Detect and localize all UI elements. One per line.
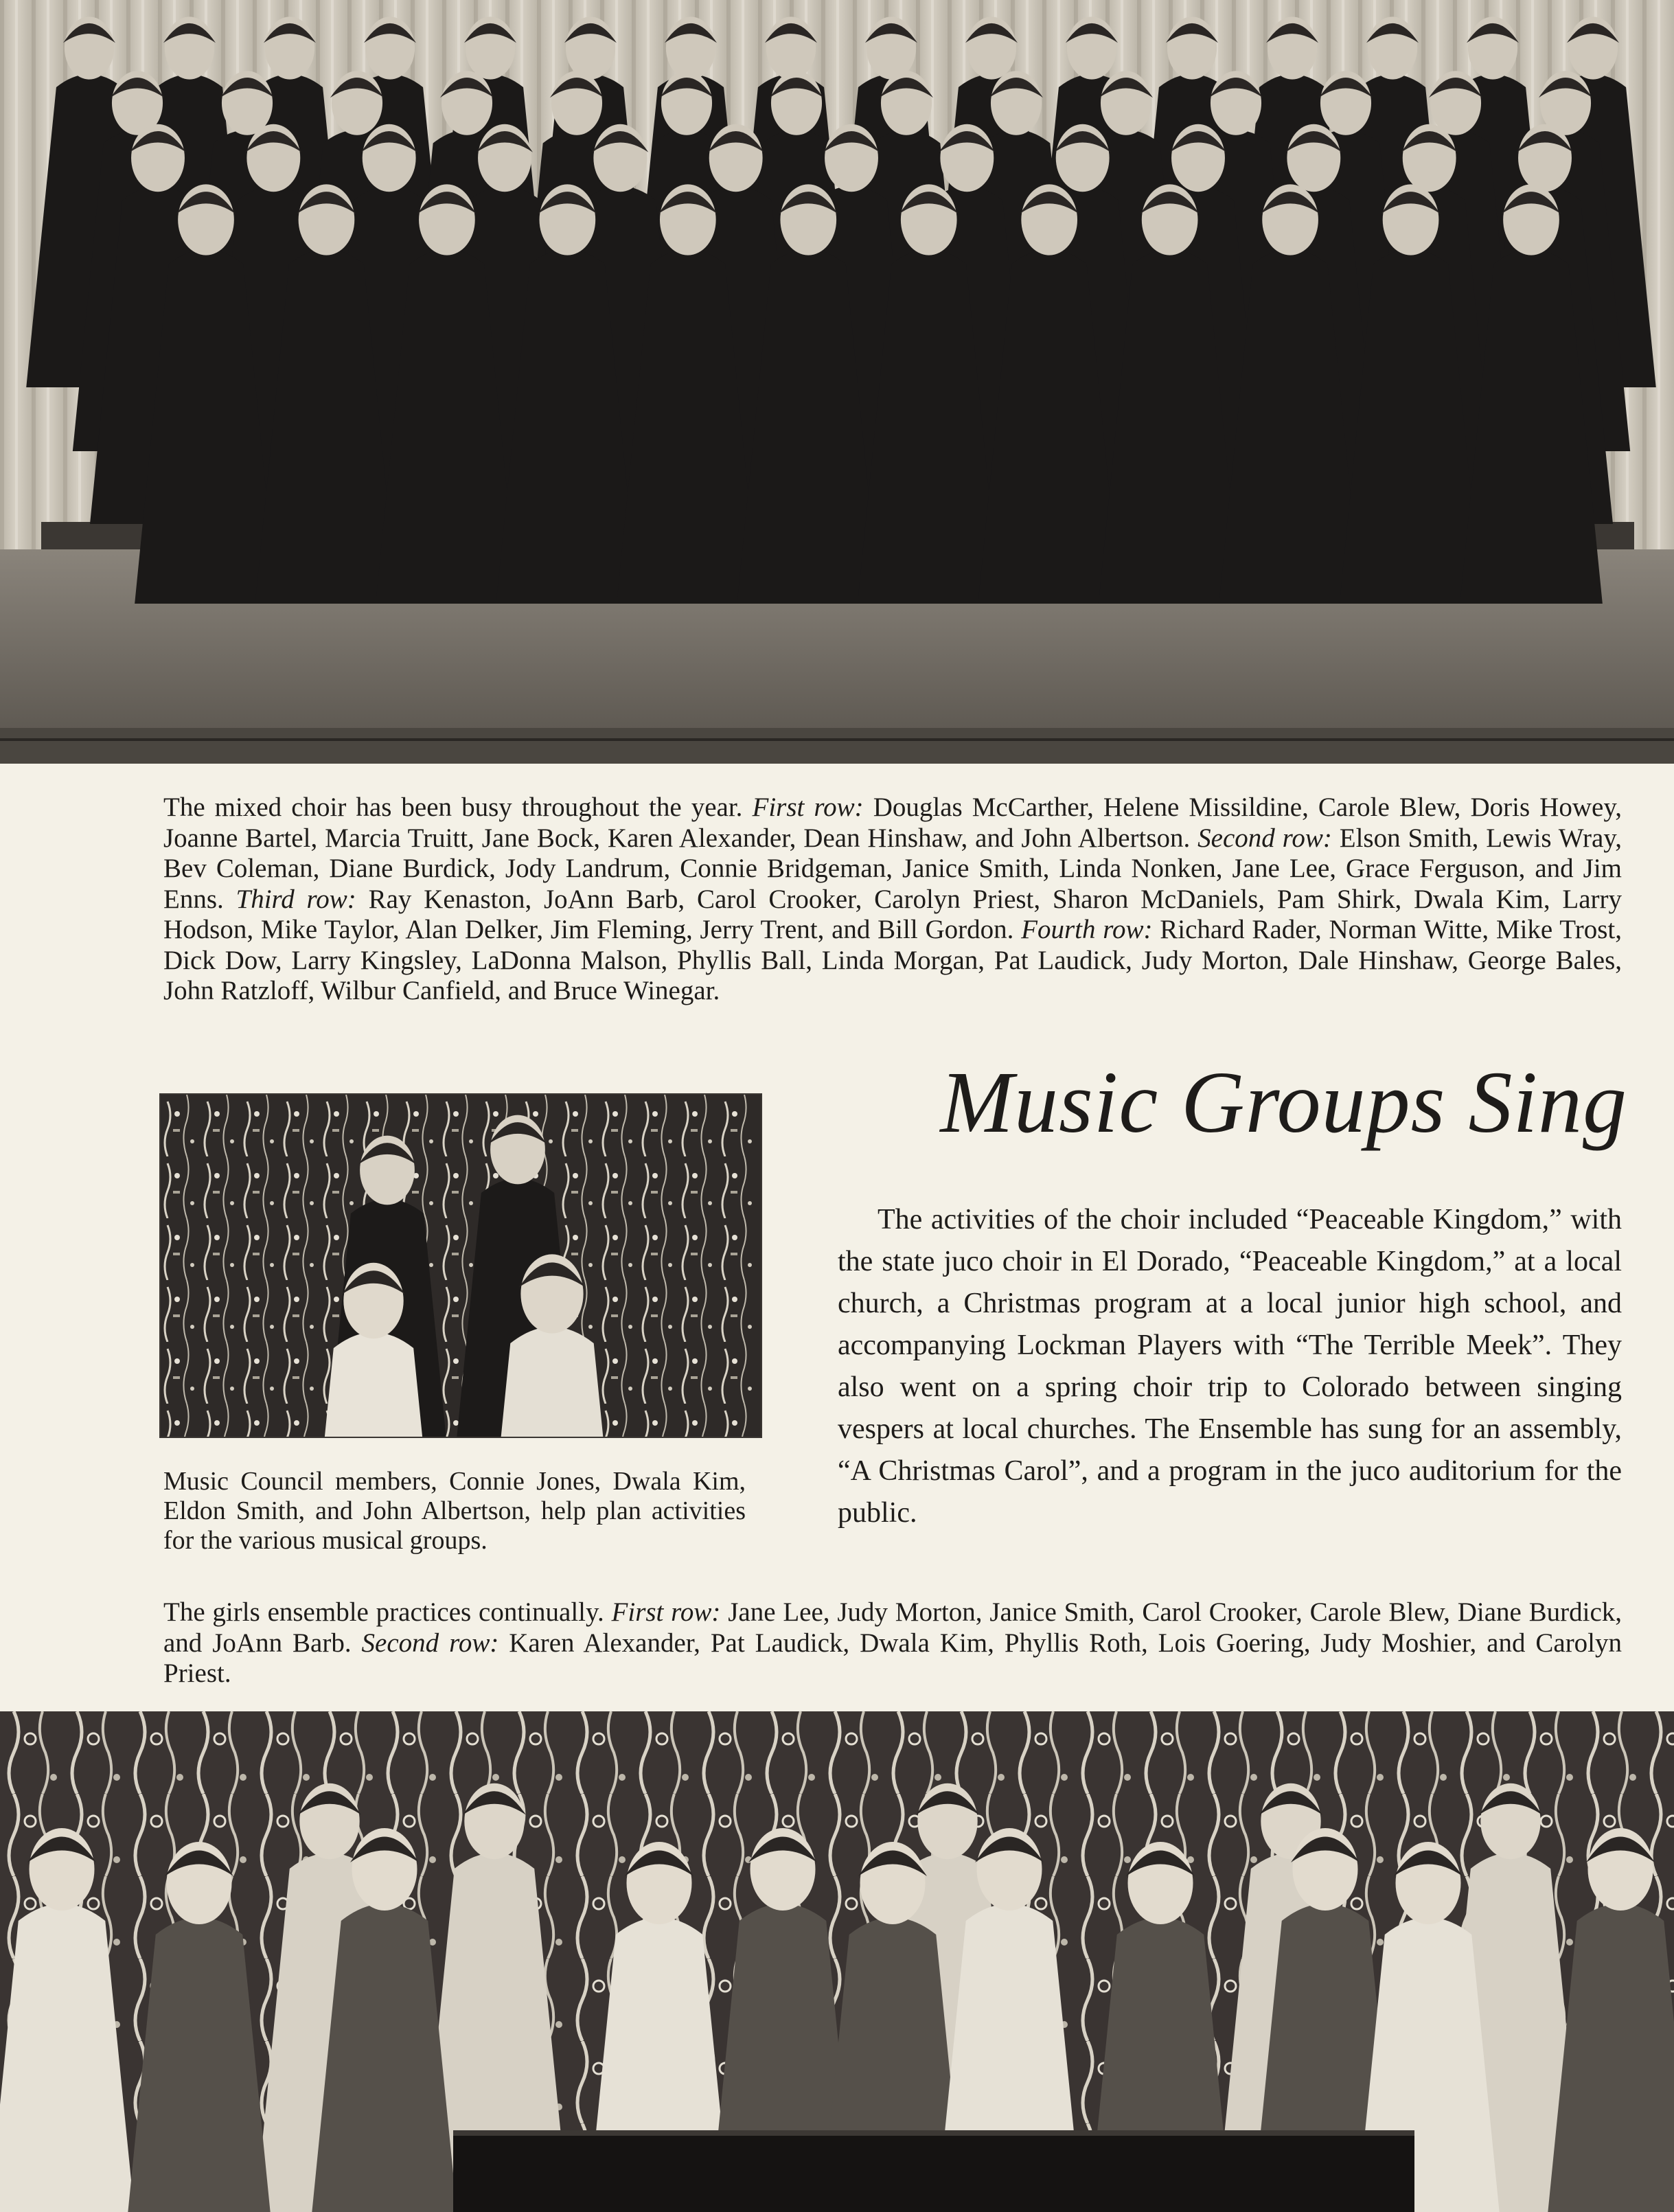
page-title: Music Groups Sing bbox=[940, 1053, 1627, 1151]
choir-photo bbox=[0, 0, 1674, 764]
piano bbox=[453, 2130, 1414, 2212]
ensemble-first-row-names: Jane Lee, Judy Morton, Janice Smith, Carol Crooker, Carole Blew, Diane Burdick, and JoAnn Barb. bbox=[163, 1597, 1623, 1658]
ensemble-caption-intro: The girls ensemble practices continually. bbox=[163, 1597, 604, 1627]
choir-photo-art bbox=[0, 0, 1674, 764]
music-council-photo-art bbox=[161, 1095, 761, 1437]
third-row-names: Ray Kenaston, JoAnn Barb, Carol Crooker, Carolyn Priest, Sharon McDaniels, Pam Shirk, Dwala Kim, Larry Hodson, Mike Taylor, Alan Delker, Jim Fleming, Jerry Trent, and Bill Gordon. bbox=[163, 884, 1622, 944]
choir-caption bbox=[163, 793, 1622, 1007]
third-row-label: Third row: bbox=[236, 884, 356, 914]
ensemble-first-row-label: First row: bbox=[611, 1597, 721, 1627]
fourth-row-names: Richard Rader, Norman Witte, Mike Trost, Dick Dow, Larry Kingsley, LaDonna Malson, Phyllis Ball, Linda Morgan, Pat Laudick, Judy Morton, Dale Hinshaw, George Bales, John Ratzloff, Wilbur Canfield, and Bruce Winegar. bbox=[163, 915, 1623, 1005]
second-row-label: Second row: bbox=[1197, 823, 1332, 853]
ensemble-caption bbox=[163, 1597, 1622, 1689]
first-row-label: First row: bbox=[752, 793, 864, 822]
ensemble-second-row-label: Second row: bbox=[361, 1628, 499, 1658]
first-row-names: Douglas McCarther, Helene Missildine, Carole Blew, Doris Howey, Joanne Bartel, Marcia Truitt, Jane Bock, Karen Alexander, Dean Hinshaw, and John Albertson. bbox=[163, 793, 1623, 853]
fourth-row-label: Fourth row: bbox=[1021, 915, 1153, 944]
girls-ensemble-photo-art bbox=[0, 1711, 1674, 2212]
story-paragraph: The activities of the choir included “Peaceable Kingdom,” with the state juco choir in El Dorado, “Peaceable Kingdom,” at a local church, a Christmas program at a local junior high school, and accompanying Lockman Players with “The Terrible Meek”. They also went on a spring choir trip to Colorado between singing vespers at local churches. The Ensemble has sung for an assembly, “A Christmas Carol”, and a program in the juco auditorium for the public. bbox=[838, 1204, 1622, 1529]
second-row-names: Elson Smith, Lewis Wray, Bev Coleman, Diane Burdick, Jody Landrum, Connie Bridgeman, Janice Smith, Linda Nonken, Jane Lee, Grace Ferguson, and Jim Enns. bbox=[163, 823, 1623, 914]
girls-ensemble-photo bbox=[0, 1711, 1674, 2212]
music-council-photo bbox=[159, 1093, 762, 1438]
ensemble-second-row-names: Karen Alexander, Pat Laudick, Dwala Kim, Phyllis Roth, Lois Goering, Judy Moshier, and Carolyn Priest. bbox=[163, 1628, 1623, 1688]
choir-caption-intro: The mixed choir has been busy throughout the year. bbox=[163, 793, 743, 822]
music-council-caption: Music Council members, Connie Jones, Dwala Kim, Eldon Smith, and John Albertson, help plan activities for the various musical groups. bbox=[163, 1467, 746, 1555]
